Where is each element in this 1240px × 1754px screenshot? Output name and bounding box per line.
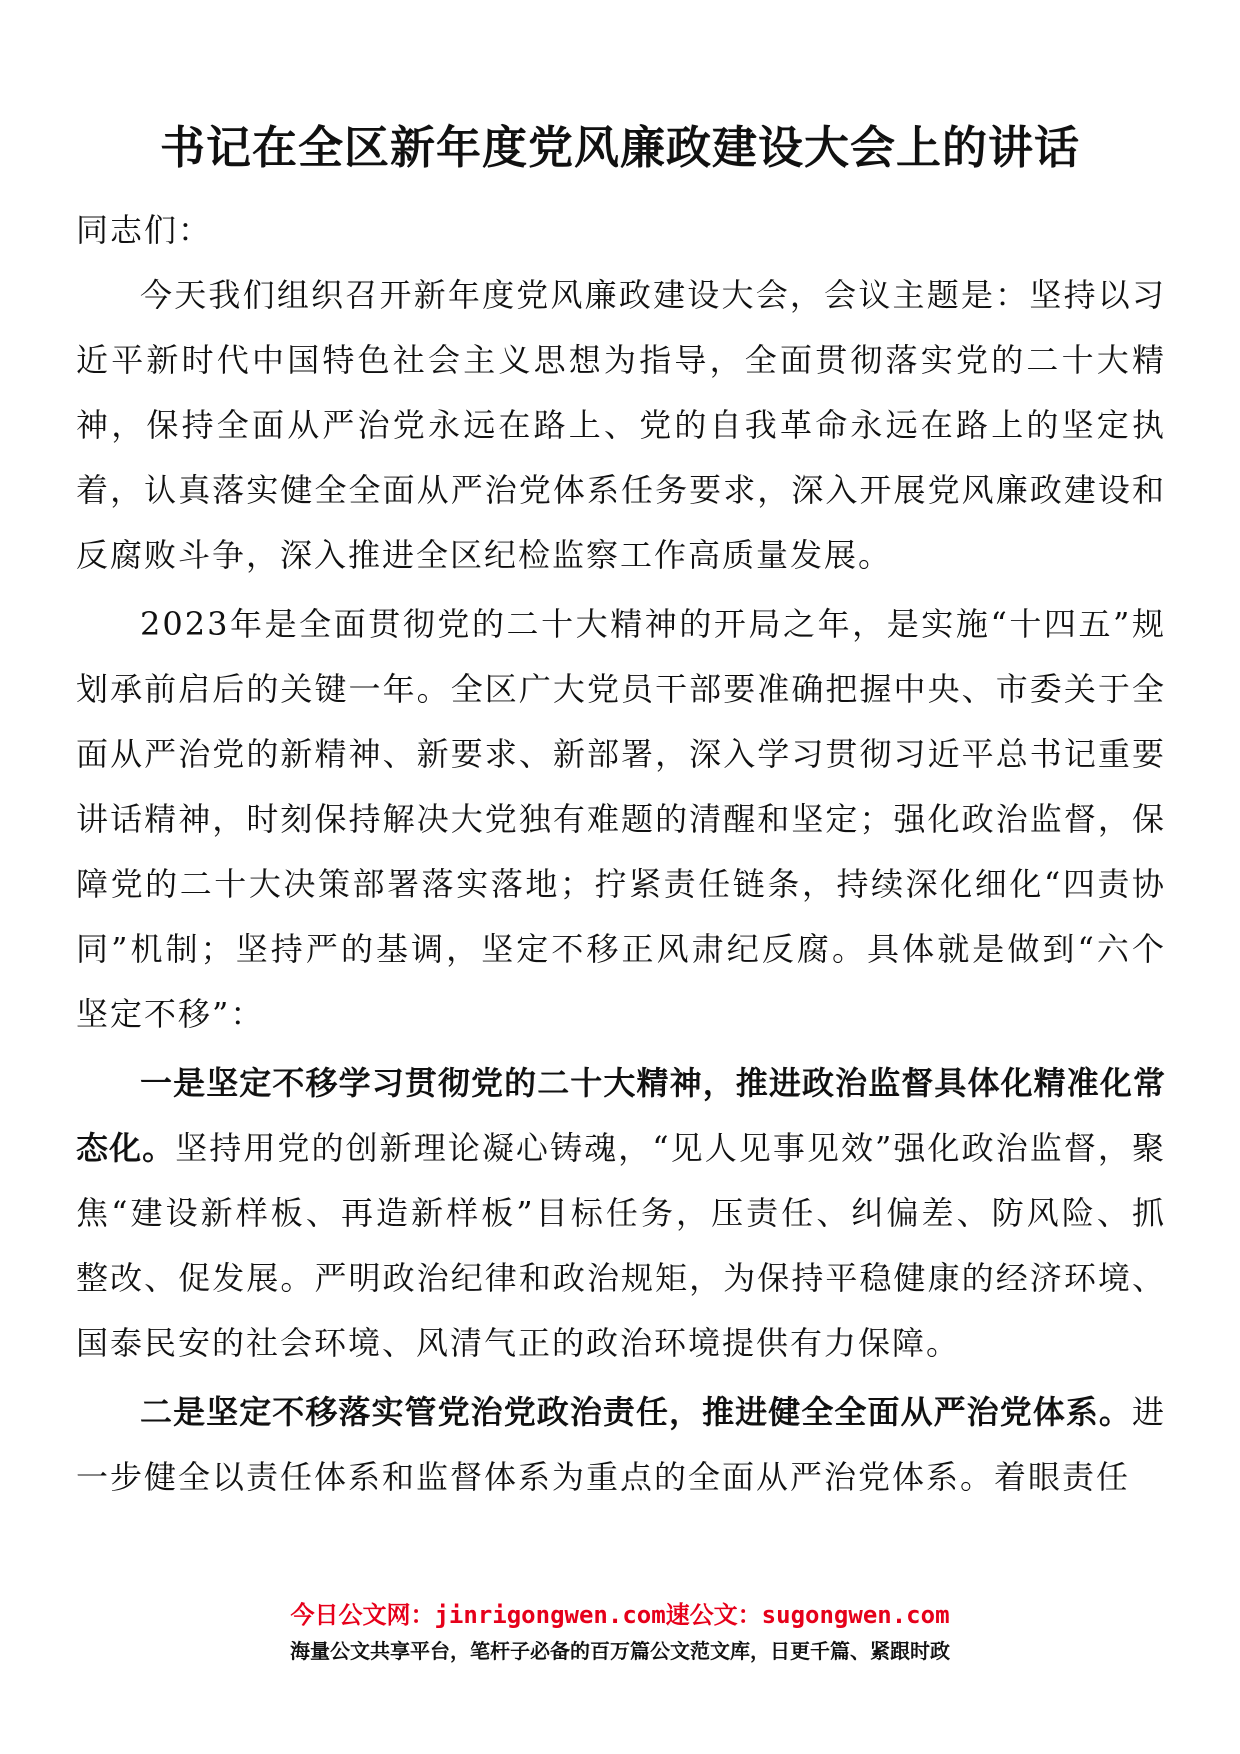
document-body [76, 198, 1166, 1510]
paragraph-1-text: 今天我们组织召开新年度党风廉政建设大会，会议主题是：坚持以习近平新时代中国特色社会主义思想为指导，全面贯彻落实党的二十大精神，保持全面从严治党永远在路上、党的自我革命永远在路上的坚定执着，认真落实健全全面从严治党体系任务要求，深入开展党风廉政建设和反腐败斗争，深入推进全区纪检监察工作高质量发展。 [76, 276, 1166, 574]
footer-banner [0, 1598, 1240, 1668]
paragraph-1 [76, 263, 1166, 588]
footer-sites [0, 1598, 1240, 1632]
paragraph-4 [76, 1380, 1166, 1510]
paragraph-3-text: 坚持用党的创新理论凝心铸魂，“见人见事见效”强化政治监督，聚焦“建设新样板、再造新样板”目标任务，压责任、纠偏差、防风险、抓整改、促发展。严明政治纪律和政治规矩，为保持平稳健康的经济环境、国泰民安的社会环境、风清气正的政治环境提供有力保障。 [76, 1129, 1166, 1362]
paragraph-4-text: 进一步健全以责任体系和监督体系为重点的全面从严治党体系。着眼责任 [76, 1393, 1166, 1496]
paragraph-3 [76, 1051, 1166, 1376]
paragraph-3-heading: 一是坚定不移学习贯彻党的二十大精神，推进政治监督具体化精准化常态化。 [76, 1064, 1166, 1167]
footer-slogan: 海量公文共享平台，笔杆子必备的百万篇公文范文库，日更千篇、紧跟时政 [290, 1639, 950, 1663]
document-title: 书记在全区新年度党风廉政建设大会上的讲话 [159, 121, 1080, 174]
paragraph-2 [76, 592, 1166, 1047]
site2-url[interactable]: sugongwen.com [761, 1601, 950, 1629]
site1-name: 今日公文网： [290, 1601, 435, 1629]
paragraph-4-heading: 二是坚定不移落实管党治党政治责任，推进健全全面从严治党体系。 [140, 1393, 1132, 1431]
site2-name: 速公文： [665, 1601, 762, 1629]
site1-url[interactable]: jinrigongwen.com [434, 1601, 666, 1629]
salutation: 同志们： [76, 211, 213, 249]
paragraph-2-text: 2023年是全面贯彻党的二十大精神的开局之年，是实施“十四五”规划承前启后的关键一年。全区广大党员干部要准确把握中央、市委关于全面从严治党的新精神、新要求、新部署，深入学习贯彻习近平总书记重要讲话精神，时刻保持解决大党独有难题的清醒和坚定；强化政治监督，保障党的二十大决策部署落实落地；拧紧责任链条，持续深化细化“四责协同”机制；坚持严的基调，坚定不移正风肃纪反腐。具体就是做到“六个坚定不移”： [76, 605, 1166, 1033]
